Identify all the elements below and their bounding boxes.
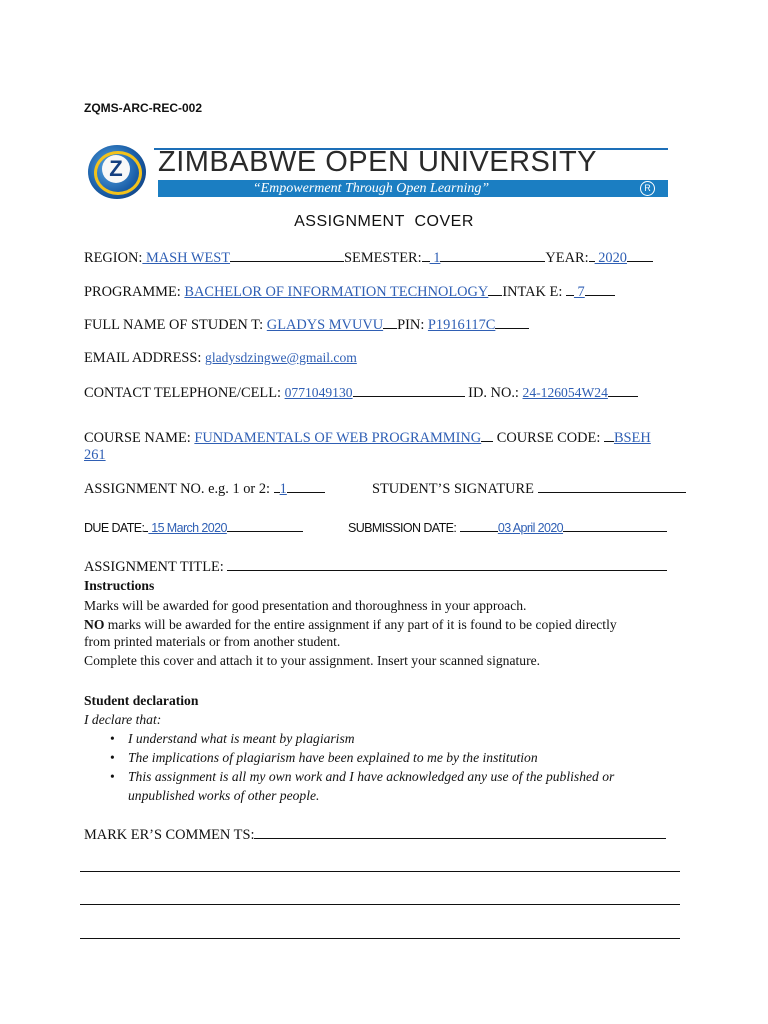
instructions-no-emphasis: NO bbox=[84, 617, 105, 632]
id-value[interactable]: 24-126054W24 bbox=[522, 385, 608, 400]
id-line bbox=[608, 384, 638, 397]
university-motto: “Empowerment Through Open Learning” bbox=[252, 181, 490, 196]
instructions-line-2-text: marks will be awarded for the entire assignment if any part of it is found to be copied directly bbox=[104, 617, 617, 632]
instructions-line-2 bbox=[84, 616, 617, 634]
student-name-label: FULL NAME OF STUDEN T: bbox=[84, 317, 264, 333]
due-date-line bbox=[227, 519, 303, 532]
row-contact bbox=[84, 384, 638, 402]
assignment-title-line[interactable] bbox=[227, 558, 667, 571]
semester-line bbox=[440, 249, 545, 262]
declaration-item: • This assignment is all my own work and I have acknowledged any use of the published or bbox=[110, 767, 614, 786]
pin-line bbox=[495, 316, 529, 329]
row-course bbox=[84, 429, 651, 447]
region-value[interactable]: MASH WEST bbox=[142, 250, 231, 266]
year-line bbox=[627, 249, 653, 262]
declaration-intro: I declare that: bbox=[84, 712, 162, 727]
row-student-name bbox=[84, 316, 529, 334]
marker-comments-line-4[interactable] bbox=[80, 938, 680, 939]
instructions-heading: Instructions bbox=[84, 578, 155, 593]
declaration-item-continuation: unpublished works of other people. bbox=[128, 788, 320, 803]
row-assignment-no bbox=[84, 480, 325, 498]
submission-date-value[interactable]: 03 April 2020 bbox=[497, 521, 564, 535]
region-line bbox=[230, 249, 344, 262]
instructions-line-3: from printed materials or from another student. bbox=[84, 634, 341, 649]
document-code: ZQMS-ARC-REC-002 bbox=[84, 101, 203, 115]
intake-value[interactable]: 7 bbox=[573, 284, 585, 300]
row-assignment-title bbox=[84, 558, 667, 576]
region-label: REGION: bbox=[84, 250, 143, 266]
assignment-no-label: ASSIGNMENT NO. e.g. 1 or 2: bbox=[84, 481, 271, 497]
instructions-line-1: Marks will be awarded for good presentation and thoroughness in your approach. bbox=[84, 598, 527, 613]
row-submission-date bbox=[348, 519, 667, 537]
semester-value[interactable]: 1 bbox=[429, 250, 441, 266]
row-course-code-cont bbox=[84, 447, 106, 464]
programme-label: PROGRAMME: bbox=[84, 284, 181, 300]
submission-date-label: SUBMISSION DATE: bbox=[348, 521, 457, 535]
marker-comments-label: MARK ER’S COMMEN TS: bbox=[84, 827, 255, 843]
emblem-letter: Z bbox=[102, 155, 130, 183]
university-emblem-icon bbox=[88, 145, 146, 199]
marker-comments-line-3[interactable] bbox=[80, 904, 680, 905]
motto-bar bbox=[158, 180, 668, 197]
instructions-line-4: Complete this cover and attach it to your assignment. Insert your scanned signature. bbox=[84, 653, 541, 668]
assignment-no-value[interactable]: 1 bbox=[279, 481, 287, 497]
registered-mark-icon: R bbox=[640, 181, 655, 196]
pin-label: PIN: bbox=[397, 317, 425, 333]
university-name: ZIMBABWE OPEN UNIVERSITY bbox=[158, 146, 597, 178]
programme-line bbox=[488, 283, 502, 296]
assignment-no-line bbox=[287, 480, 325, 493]
course-code-line-pre bbox=[604, 429, 614, 442]
declaration-item: • The implications of plagiarism have been explained to me by the institution bbox=[110, 748, 614, 767]
row-email bbox=[84, 350, 357, 367]
due-date-value[interactable]: 15 March 2020 bbox=[148, 521, 227, 535]
year-label: YEAR: bbox=[545, 250, 589, 266]
email-label: EMAIL ADDRESS: bbox=[84, 350, 202, 366]
intake-line bbox=[585, 283, 615, 296]
page-title: ASSIGNMENT COVER bbox=[294, 213, 474, 230]
year-value[interactable]: 2020 bbox=[594, 250, 627, 266]
phone-line bbox=[353, 384, 465, 397]
row-signature bbox=[372, 480, 686, 498]
row-region bbox=[84, 249, 653, 267]
semester-label: SEMESTER: bbox=[344, 250, 422, 266]
student-name-value[interactable]: GLADYS MVUVU bbox=[266, 317, 384, 333]
assignment-title-label: ASSIGNMENT TITLE: bbox=[84, 559, 224, 575]
signature-line[interactable] bbox=[538, 480, 686, 493]
submission-date-line bbox=[563, 519, 667, 532]
university-logo bbox=[88, 145, 673, 200]
due-date-label: DUE DATE: bbox=[84, 521, 145, 535]
signature-label: STUDENT’S SIGNATURE bbox=[372, 481, 534, 497]
semester-line-pre bbox=[422, 249, 430, 262]
course-code-value-1[interactable]: BSEH bbox=[613, 430, 651, 446]
phone-label: CONTACT TELEPHONE/CELL: bbox=[84, 385, 281, 401]
declaration-item: • I understand what is meant by plagiarism bbox=[110, 729, 614, 748]
declaration-heading: Student declaration bbox=[84, 693, 199, 708]
intake-line-pre bbox=[566, 283, 574, 296]
course-name-line bbox=[481, 429, 493, 442]
declaration-list bbox=[110, 729, 614, 786]
marker-comments-line[interactable] bbox=[254, 826, 666, 839]
id-label: ID. NO.: bbox=[468, 385, 519, 401]
row-due-date bbox=[84, 519, 303, 537]
email-value[interactable]: gladysdzingwe@gmail.com bbox=[205, 350, 357, 365]
course-name-label: COURSE NAME: bbox=[84, 430, 191, 446]
student-name-line bbox=[383, 316, 397, 329]
submission-date-line-pre bbox=[460, 519, 498, 532]
intake-label: INTAK E: bbox=[502, 284, 563, 300]
course-name-value[interactable]: FUNDAMENTALS OF WEB PROGRAMMING bbox=[194, 430, 482, 446]
pin-value[interactable]: P1916117C bbox=[427, 317, 496, 333]
row-marker-comments bbox=[84, 826, 666, 844]
row-programme bbox=[84, 283, 615, 301]
course-code-value-2[interactable]: 261 bbox=[84, 447, 106, 463]
phone-value[interactable]: 0771049130 bbox=[284, 385, 353, 400]
marker-comments-line-2[interactable] bbox=[80, 871, 680, 872]
programme-value[interactable]: BACHELOR OF INFORMATION TECHNOLOGY bbox=[184, 284, 489, 300]
course-code-label: COURSE CODE: bbox=[496, 430, 601, 446]
